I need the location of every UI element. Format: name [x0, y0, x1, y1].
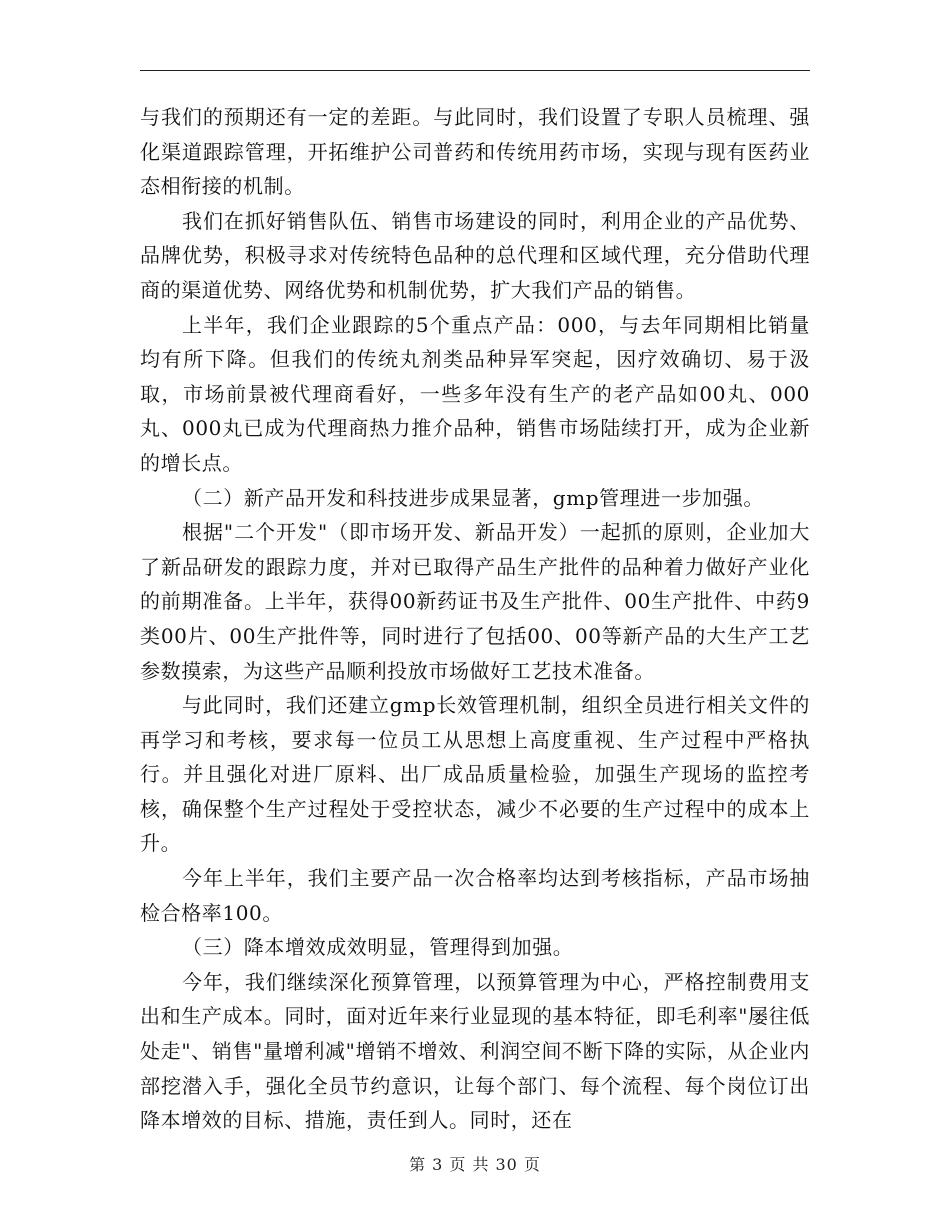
- paragraph: 今年上半年，我们主要产品一次合格率均达到考核指标，产品市场抽检合格率100。: [140, 866, 810, 925]
- footer-prefix: 第: [409, 1155, 427, 1174]
- page-footer: [0, 1152, 950, 1175]
- paragraph: 今年，我们继续深化预算管理，以预算管理为中心，严格控制费用支出和生产成本。同时，面对近年来行业显现的基本特征，即毛利率"屡往低处走"、销售"量增利减"增销不增效、利润空间不断下降的实际，从企业内部挖潜入手，强化全员节约意识，让每个部门、每个流程、每个岗位订出降本增效的目标、措施，责任到人。同时，还在: [140, 969, 810, 1133]
- footer-middle: 页 共: [449, 1155, 490, 1174]
- section-heading: （二）新产品开发和科技进步成果显著，gmp管理进一步加强。: [182, 485, 764, 510]
- header-rule: [140, 70, 810, 71]
- paragraph: 上半年，我们企业跟踪的5个重点产品：000，与去年同期相比销量均有所下降。但我们的传统丸剂类品种异军突起，因疗效确切、易于汲取，市场前景被代理商看好，一些多年没有生产的老产品如00丸、000丸、000丸已成为代理商热力推介品种，销售市场陆续打开，成为企业新的增长点。: [140, 312, 810, 475]
- paragraph: 根据"二个开发"（即市场开发、新品开发）一起抓的原则，企业加大了新品研发的跟踪力度，并对已取得产品生产批件的品种着力做好产业化的前期准备。上半年，获得00新药证书及生产批件、00生产批件、中药9类00片、00生产批件等，同时进行了包括00、00等新产品的大生产工艺参数摸索，为这些产品顺利投放市场做好工艺技术准备。: [140, 520, 810, 683]
- paragraph: 与此同时，我们还建立gmp长效管理机制，组织全员进行相关文件的再学习和考核，要求每一位员工从思想上高度重视、生产过程中严格执行。并且强化对进厂原料、出厂成品质量检验，加强生产现场的监控考核，确保整个生产过程处于受控状态，减少不必要的生产过程中的成本上升。: [140, 693, 810, 856]
- paragraph: 与我们的预期还有一定的差距。与此同时，我们设置了专职人员梳理、强化渠道跟踪管理，开拓维护公司普药和传统用药市场，实现与现有医药业态相衔接的机制。: [140, 105, 810, 199]
- current-page-number: 3: [432, 1155, 444, 1174]
- total-pages-number: 30: [495, 1155, 518, 1174]
- footer-suffix: 页: [523, 1155, 541, 1174]
- section-heading: （三）降本增效成效明显，管理得到加强。: [182, 935, 574, 960]
- paragraph: 我们在抓好销售队伍、销售市场建设的同时，利用企业的产品优势、品牌优势，积极寻求对传统特色品种的总代理和区域代理，充分借助代理商的渠道优势、网络优势和机制优势，扩大我们产品的销售。: [140, 208, 810, 302]
- body-text: [140, 100, 810, 1138]
